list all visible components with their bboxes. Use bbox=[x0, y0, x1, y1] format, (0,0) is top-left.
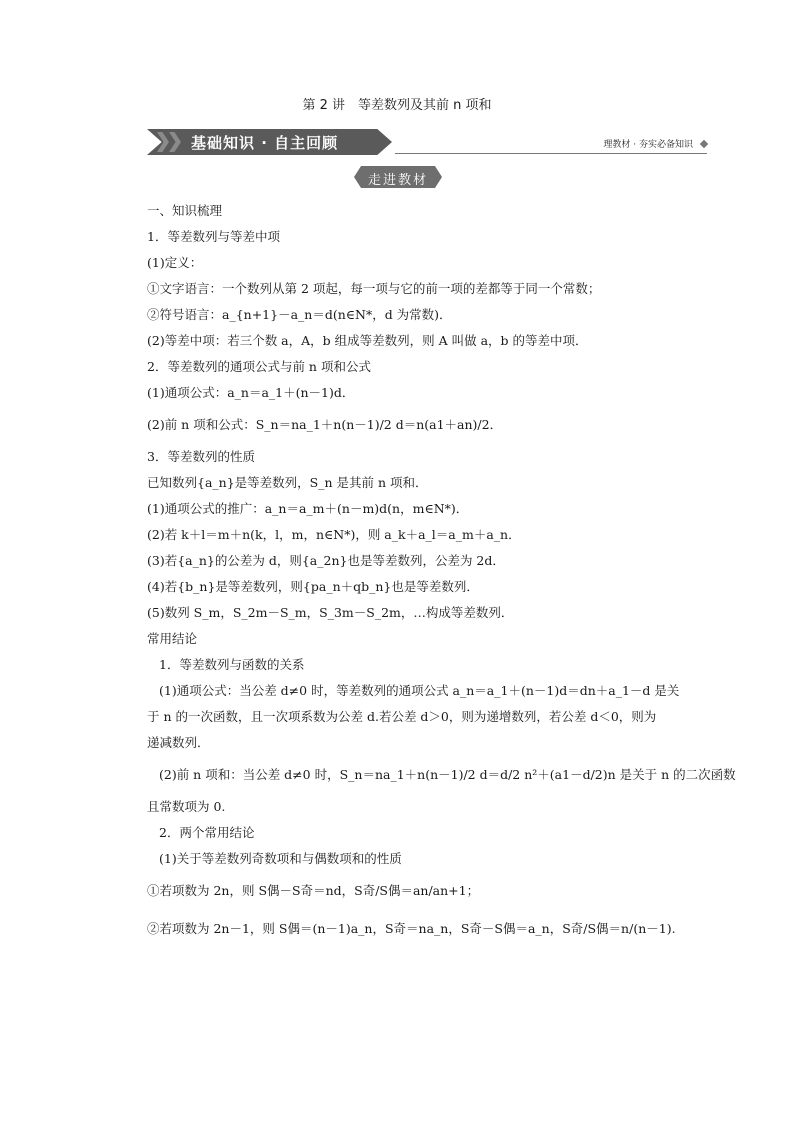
text-line: ①文字语言：一个数列从第 2 项起，每一项与它的前一项的差都等于同一个常数； bbox=[147, 281, 601, 296]
page-title: 第 2 讲 等差数列及其前 n 项和 bbox=[302, 98, 492, 113]
text-line: (4)若{b_n}是等差数列，则{pa_n＋qb_n}也是等差数列． bbox=[147, 579, 479, 594]
banner-title: 基础知识 · 自主回顾 bbox=[191, 134, 339, 152]
sub-banner bbox=[354, 166, 442, 188]
text-line: (1)定义： bbox=[147, 255, 203, 270]
text-line: (1)通项公式：a_n＝a_1＋(n－1)d． bbox=[147, 385, 355, 400]
document-body bbox=[147, 198, 736, 948]
text-line: (1)关于等差数列奇数项和与偶数项和的性质 bbox=[159, 851, 402, 866]
subsection-heading: 3．等差数列的性质 bbox=[147, 449, 255, 464]
text-line: (5)数列 S_m，S_2m－S_m，S_3m－S_2m，…构成等差数列． bbox=[147, 605, 514, 620]
section-heading: 一、知识梳理 bbox=[147, 203, 223, 218]
text-line: (1)通项公式：当公差 d≠0 时，等差数列的通项公式 a_n＝a_1＋(n－1)d＝dn＋a_1－d 是关 bbox=[159, 683, 680, 698]
section-banner bbox=[147, 129, 707, 155]
subsection-heading: 2．等差数列的通项公式与前 n 项和公式 bbox=[147, 359, 371, 374]
text-line: (2)若 k＋l＝m＋n(k，l，m，n∈N*)，则 a_k＋a_l＝a_m＋a_n． bbox=[147, 527, 521, 542]
text-line: (1)通项公式的推广：a_n＝a_m＋(n－m)d(n，m∈N*)． bbox=[147, 501, 469, 516]
text-line: ②符号语言：a_{n+1}－a_n＝d(n∈N*，d 为常数)． bbox=[147, 307, 452, 322]
subsection-heading: 1．等差数列与等差中项 bbox=[147, 229, 280, 244]
text-line: (2)等差中项：若三个数 a，A，b 组成等差数列，则 A 叫做 a，b 的等差中项． bbox=[147, 333, 588, 348]
section-heading: 常用结论 bbox=[147, 631, 198, 646]
text-line: 且常数项为 0. bbox=[147, 799, 226, 814]
subsection-heading: 1．等差数列与函数的关系 bbox=[159, 657, 305, 672]
formula-line: ①若项数为 2n，则 S偶－S奇＝nd，S奇/S偶＝an/an+1； bbox=[147, 883, 480, 898]
text-line: (3)若{a_n}的公差为 d，则{a_2n}也是等差数列，公差为 2d． bbox=[147, 553, 505, 568]
text-line: 递减数列． bbox=[147, 735, 210, 750]
subsection-heading: 2．两个常用结论 bbox=[159, 825, 255, 840]
banner-subtitle: 理教材 · 夯实必备知识 bbox=[603, 140, 693, 150]
text-line: 于 n 的一次函数，且一次项系数为公差 d.若公差 d＞0，则为递增数列，若公差 d＜0，则为 bbox=[147, 709, 657, 724]
divider bbox=[395, 153, 707, 154]
text-line: 已知数列{a_n}是等差数列，S_n 是其前 n 项和． bbox=[147, 475, 428, 490]
formula-line: ②若项数为 2n－1，则 S偶＝(n－1)a_n，S奇＝na_n，S奇－S偶＝a_n，S奇/S偶＝n/(n－1). bbox=[147, 921, 676, 936]
diamond-icon bbox=[700, 140, 708, 148]
formula-line: (2)前 n 项和公式：S_n＝na_1＋n(n－1)/2 d＝n(a1＋an)/2． bbox=[147, 417, 503, 432]
formula-line: (2)前 n 项和：当公差 d≠0 时，S_n＝na_1＋n(n－1)/2 d＝d/2 n²＋(a1－d/2)n 是关于 n 的二次函数 bbox=[159, 767, 736, 782]
sub-banner-title: 走进教材 bbox=[367, 173, 428, 188]
